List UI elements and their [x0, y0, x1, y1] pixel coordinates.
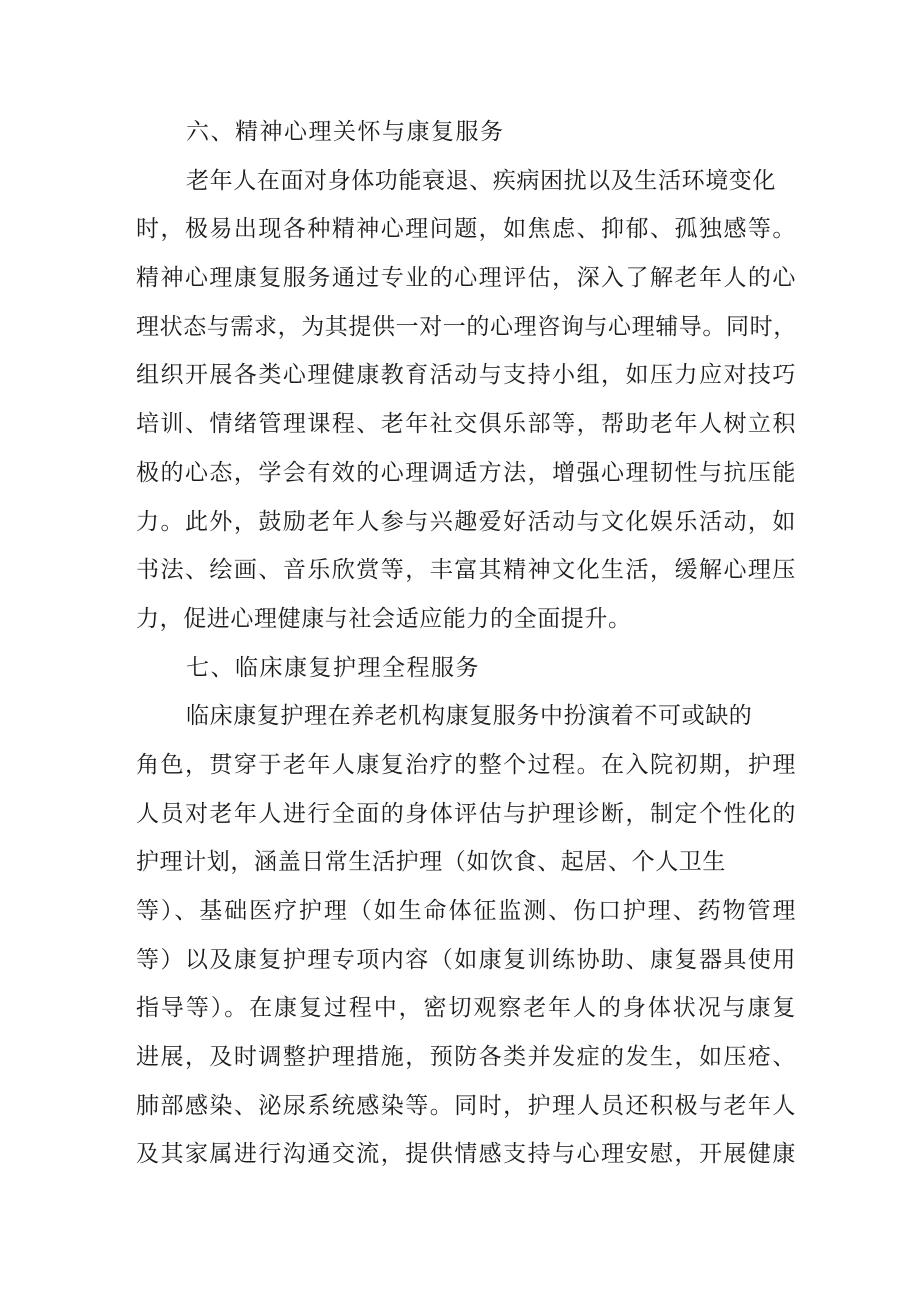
section-heading: 七、临床康复护理全程服务: [186, 654, 480, 681]
paragraph-line: 肺部感染、泌尿系统感染等。同时，护理人员还积极与老年人: [136, 1092, 796, 1119]
paragraph-line: 理状态与需求，为其提供一对一的心理咨询与心理辅导。同时，: [136, 313, 797, 340]
paragraph-line: 护理计划，涵盖日常生活护理（如饮食、起居、个人卫生: [136, 849, 726, 876]
paragraph-line: 组织开展各类心理健康教育活动与支持小组，如压力应对技巧: [136, 362, 796, 389]
section-heading: 六、精神心理关怀与康复服务: [186, 119, 505, 145]
paragraph-line: 老年人在面对身体功能衰退、疾病困扰以及生活环境变化: [186, 167, 776, 194]
paragraph-line: 临床康复护理在养老机构康复服务中扮演着不可或缺的: [186, 703, 753, 730]
paragraph-line: 及其家属进行沟通交流，提供情感支持与心理安慰，开展健康: [136, 1141, 796, 1168]
paragraph-line: 力，促进心理健康与社会适应能力的全面提升。: [136, 605, 632, 632]
paragraph-line: 培训、情绪管理课程、老年社交俱乐部等，帮助老年人树立积: [136, 411, 796, 438]
section-7: [136, 644, 796, 1180]
paragraph-line: 进展，及时调整护理措施，预防各类并发症的发生，如压疮、: [136, 1044, 796, 1071]
section-6: [136, 108, 796, 644]
paragraph-line: 角色，贯穿于老年人康复治疗的整个过程。在入院初期，护理: [136, 751, 796, 778]
paragraph-line: 等）、基础医疗护理（如生命体征监测、伤口护理、药物管理: [136, 898, 796, 924]
paragraph-line: 书法、绘画、音乐欣赏等，丰富其精神文化生活，缓解心理压: [136, 557, 796, 584]
paragraph-line: 极的心态，学会有效的心理调适方法，增强心理韧性与抗压能: [136, 459, 796, 486]
paragraph-line: 精神心理康复服务通过专业的心理评估，深入了解老年人的心: [136, 265, 796, 292]
paragraph-line: 指导等）。在康复过程中，密切观察老年人的身体状况与康复: [136, 995, 796, 1022]
paragraph-line: 人员对老年人进行全面的身体评估与护理诊断，制定个性化的: [136, 800, 796, 827]
paragraph-line: 力。此外，鼓励老年人参与兴趣爱好活动与文化娱乐活动，如: [136, 508, 796, 535]
paragraph-line: 等）以及康复护理专项内容（如康复训练协助、康复器具使用: [136, 946, 796, 973]
paragraph-line: 时，极易出现各种精神心理问题，如焦虑、抑郁、孤独感等。: [136, 216, 796, 243]
document-page: [136, 108, 796, 1179]
